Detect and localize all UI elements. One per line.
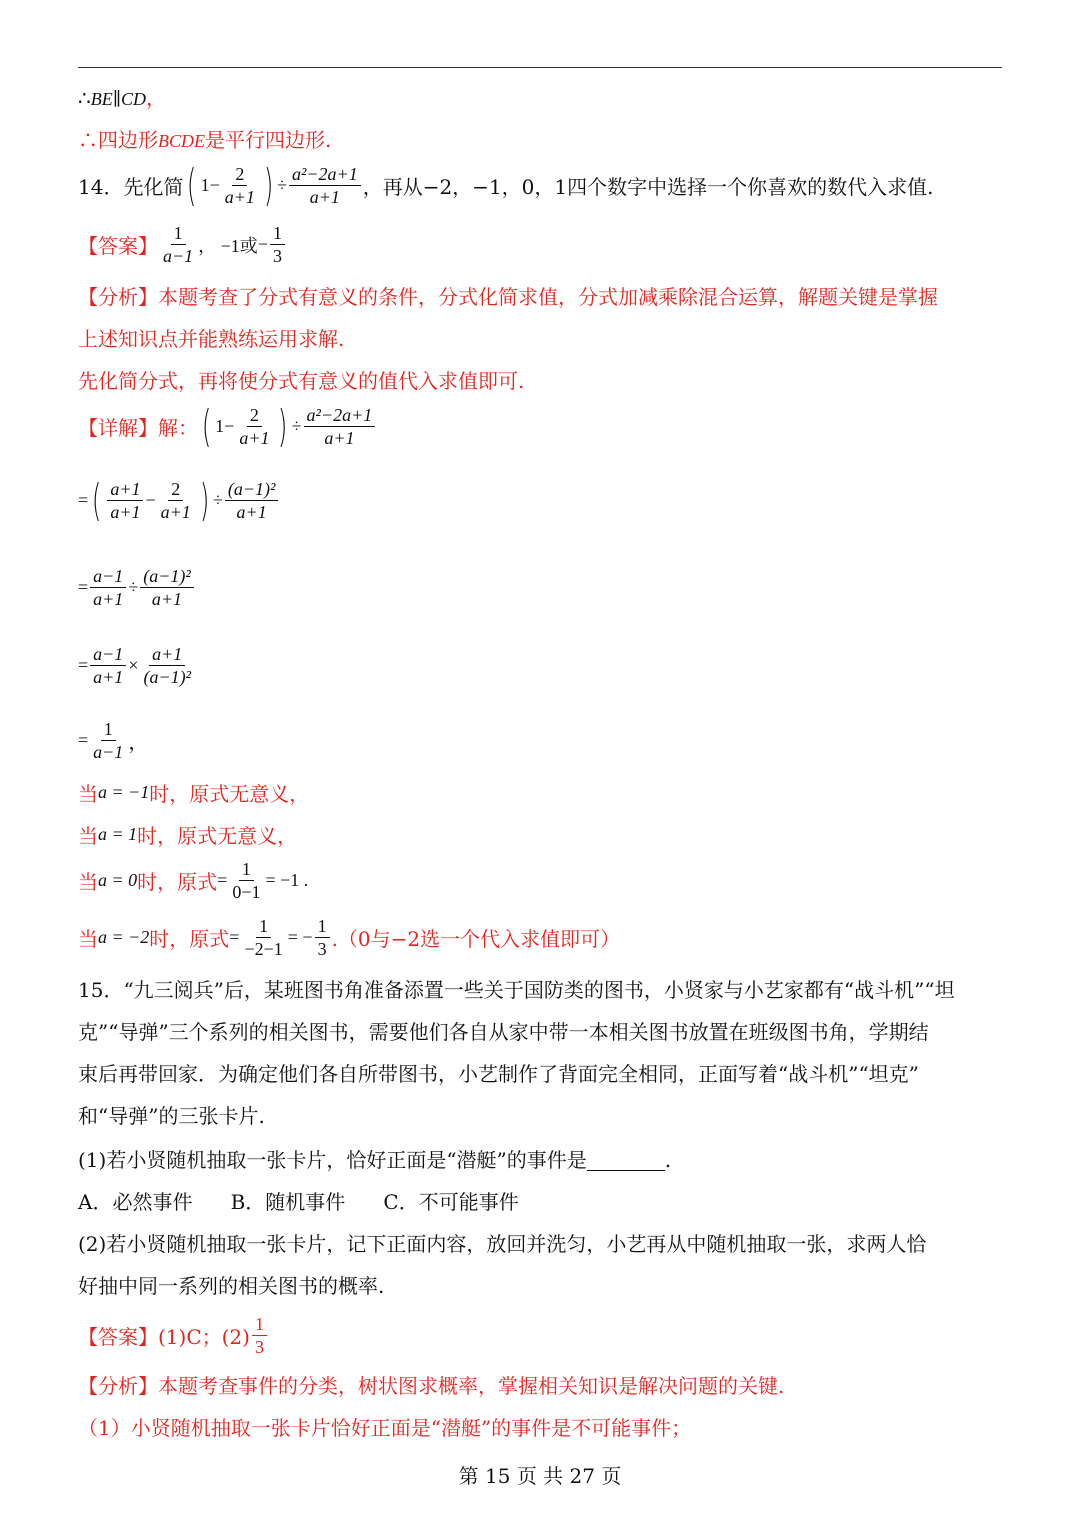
case-a-1: 当 a = 1 时，原式无意义， [78,824,298,848]
question-15-b: 克”“导弹”三个系列的相关图书，需要他们各自从家中带一本相关图书放置在班级图书角，学期结 [78,1020,929,1044]
analysis-14-c: 先化简分式，再将使分式有意义的值代入求值即可. [78,369,525,393]
question-15-d: 和“导弹”的三张卡片. [78,1104,265,1128]
question-15-a: 15．“九三阅兵”后，某班图书角准备添置一些关于国防类的图书，小贤家与小艺家都有“战斗机”“坦 [78,978,955,1002]
question-14: 14．先化简 ( 1 − $\frac{2}{a+1}$ ) ÷ $\frac{\text{a²−2a+1}}{a+1}$ ，再从−2，−1，0，1四个数字中选择一个你喜欢的数代入求值. [78,159,934,211]
question-15-part2-b: 好抽中同一系列的相关图书的概率. [78,1274,385,1298]
answer-blank [587,1150,665,1171]
answer-15: 【答案】 (1)C；(2) $\frac{1}{3}$ [78,1313,269,1358]
ans14-fraction: $\frac{1}{a-1}$ [163,223,194,266]
analysis-15: 【分析】本题考查事件的分类，树状图求概率，掌握相关知识是解决问题的关键. [78,1374,785,1398]
question-15-options: A．必然事件 B．随机事件 C．不可能事件 [78,1190,519,1214]
q14-fraction-1: $\frac{2}{a+1}$ [224,164,255,207]
ans14-fraction-2: $\frac{1}{3}$ [270,222,285,267]
detail-step-3: = $\frac{a-1}{a+1}$ × $\frac{a+1}{\text{(a−1)²}}$ [78,644,191,687]
detail-step-1: = ( $\frac{a+1}{a+1}$ − $\frac{2}{a+1}$ ) ÷ $\frac{\text{(a−1)²}}{a+1}$ [78,478,280,523]
detail-step-2: = $\frac{a-1}{a+1}$ ÷ $\frac{\text{(a−1)²}}{a+1}$ [78,565,196,610]
detail-14-start: 【详解】 解： ( 1 − $\frac{2}{a+1}$ ) ÷ $\frac{\text{a²−2a+1}}{a+1}$ [78,404,377,449]
detail-step-4: = $\frac{1}{a-1}$ ， [78,719,149,762]
conclusion-parallelogram-line: ∴四边形BCDE是平行四边形. [78,128,332,152]
question-15-part2-a: (2)若小贤随机抽取一张卡片，记下正面内容，放回并洗匀，小艺再从中随机抽取一张，求两人恰 [78,1232,927,1256]
case-a-neg2: 当 a = −2 时，原式 = $\frac{1}{-2-1}$ = − $\frac{1}{3}$ .（0与−2选一个代入求值即可） [78,916,621,959]
answer-14: 【答案】 $\frac{1}{a-1}$ ， −1或 − $\frac{1}{3}$ [78,222,287,267]
question-15-c: 束后再带回家．为确定他们各自所带图书，小艺制作了背面完全相同，正面写着“战斗机”“坦克” [78,1062,919,1086]
page-footer: 第 15 页 共 27 页 [458,1464,622,1488]
conclusion-parallel-line: ∴BE∥CD， [78,86,167,110]
analysis-14-b: 上述知识点并能熟练运用求解. [78,327,345,351]
analysis-15-part1: （1）小贤随机抽取一张卡片恰好正面是“潜艇”的事件是不可能事件； [78,1416,692,1440]
question-15-part1: (1)若小贤随机抽取一张卡片，恰好正面是“潜艇”的事件是 . [78,1148,672,1172]
q14-fraction-2: $\frac{\text{a²−2a+1}}{a+1}$ [289,163,361,208]
case-a-neg1: 当 a = −1 时，原式无意义， [78,782,310,806]
case-a-0: 当 a = 0 时，原式 = $\frac{1}{0-1}$ = −1 . [78,859,309,902]
header-rule [78,67,1002,68]
analysis-14-a: 【分析】本题考查了分式有意义的条件，分式化简求值，分式加减乘除混合运算，解题关键是掌握 [78,285,938,309]
